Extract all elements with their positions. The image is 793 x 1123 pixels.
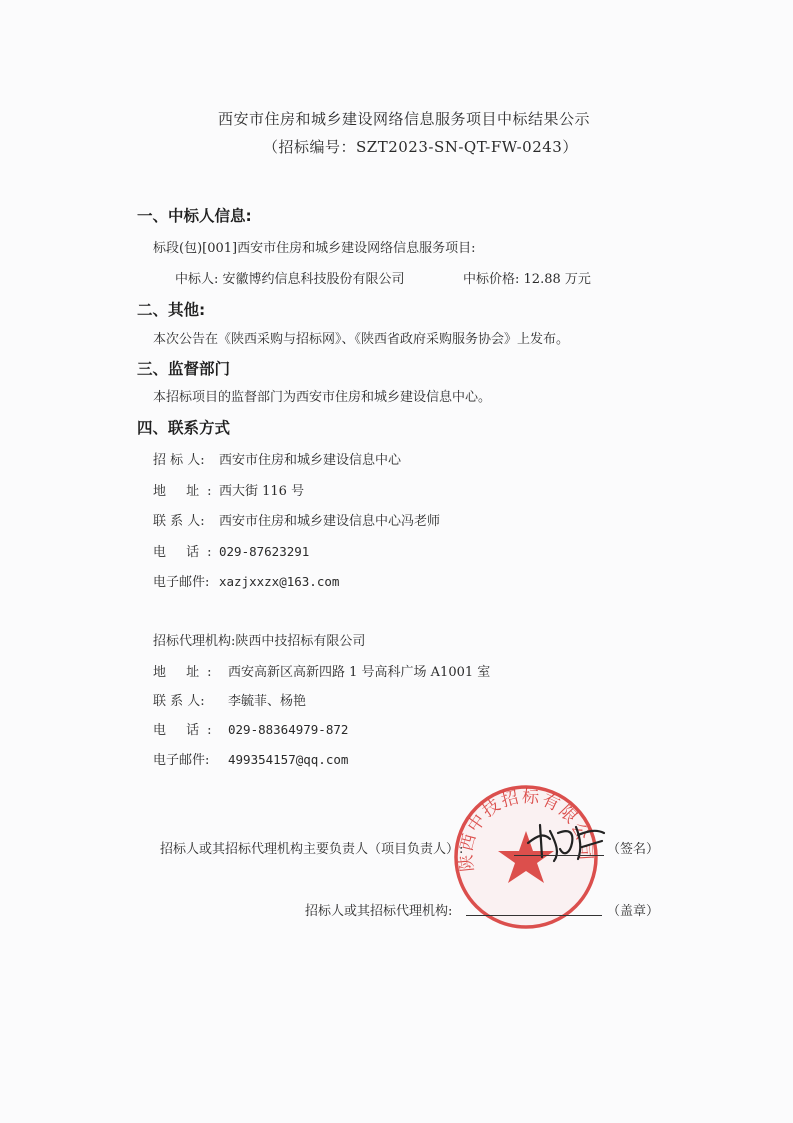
section-heading-winner: 一、中标人信息: [137, 207, 252, 225]
tenderer-email-row [153, 571, 339, 590]
agency-email-row [153, 749, 348, 768]
agency-email-label: 电子邮件: [153, 753, 210, 768]
agency-address: 西安高新区高新四路 1 号高科广场 A1001 室 [228, 665, 491, 680]
other-text: 本次公告在《陕西采购与招标网》、《陕西省政府采购服务协会》上发布。 [153, 332, 570, 347]
price-line [463, 268, 591, 287]
winner-line [175, 268, 405, 287]
document-subtitle: （招标编号：SZT2023-SN-QT-FW-0243） [263, 138, 578, 156]
price-label: 中标价格: [463, 272, 520, 287]
tenderer-email: xazjxxzx@163.com [219, 574, 340, 589]
document-title: 西安市住房和城乡建设网络信息服务项目中标结果公示 [218, 110, 591, 128]
tenderer-contact-row [153, 510, 440, 529]
agency-name-label: 招标代理机构: [153, 634, 236, 649]
agency-address-label: 地 址: [153, 665, 220, 680]
tenderer-name-label: 招 标 人: [153, 453, 205, 468]
agency-phone: 029-88364979-872 [228, 722, 349, 737]
agency-name-row [153, 630, 365, 649]
section-heading-contact: 四、联系方式 [137, 419, 231, 437]
tenderer-address-row [153, 480, 304, 499]
svg-text:陕西中技招标有限公司: 陕西中技招标有限公司 [456, 786, 596, 873]
agency-name: 陕西中技招标有限公司 [235, 634, 366, 649]
tenderer-phone-row [153, 541, 309, 560]
signature-field [514, 855, 604, 856]
tenderer-email-label: 电子邮件: [153, 575, 210, 590]
tenderer-phone-label: 电 话: [153, 545, 220, 560]
signature-line-label: 招标人或其招标代理机构主要负责人（项目负责人）: [160, 842, 464, 857]
handwritten-signature-icon [520, 813, 610, 868]
tenderer-phone: 029-87623291 [219, 544, 310, 559]
agency-phone-row [153, 719, 348, 738]
winner-label: 中标人: [175, 272, 219, 287]
tenderer-contact: 西安市住房和城乡建设信息中心冯老师 [219, 514, 441, 529]
tenderer-name-row [153, 449, 401, 468]
tenderer-address: 西大街 116 号 [219, 484, 305, 499]
stamp-line-label: 招标人或其招标代理机构: [305, 904, 453, 919]
winner-name: 安徽博约信息科技股份有限公司 [222, 272, 405, 287]
price-value: 12.88 万元 [523, 272, 591, 287]
section-heading-other: 二、其他: [137, 301, 206, 319]
tenderer-contact-label: 联 系 人: [153, 514, 205, 529]
agency-phone-label: 电 话: [153, 723, 220, 738]
supervision-text: 本招标项目的监督部门为西安市住房和城乡建设信息中心。 [153, 390, 492, 405]
section-heading-supervision: 三、监督部门 [137, 360, 231, 378]
agency-email: 499354157@qq.com [228, 752, 349, 767]
stamp-suffix: （盖章） [607, 904, 660, 919]
lot-description: 标段(包)[001]西安市住房和城乡建设网络信息服务项目: [153, 241, 476, 256]
agency-contact-label: 联 系 人: [153, 694, 205, 709]
agency-contact-row [153, 690, 306, 709]
signature-suffix: （签名） [607, 842, 660, 857]
agency-contact: 李毓菲、杨艳 [228, 694, 307, 709]
tenderer-address-label: 地 址: [153, 484, 220, 499]
tenderer-name: 西安市住房和城乡建设信息中心 [219, 453, 402, 468]
stamp-field [466, 915, 602, 916]
agency-address-row [153, 661, 490, 680]
